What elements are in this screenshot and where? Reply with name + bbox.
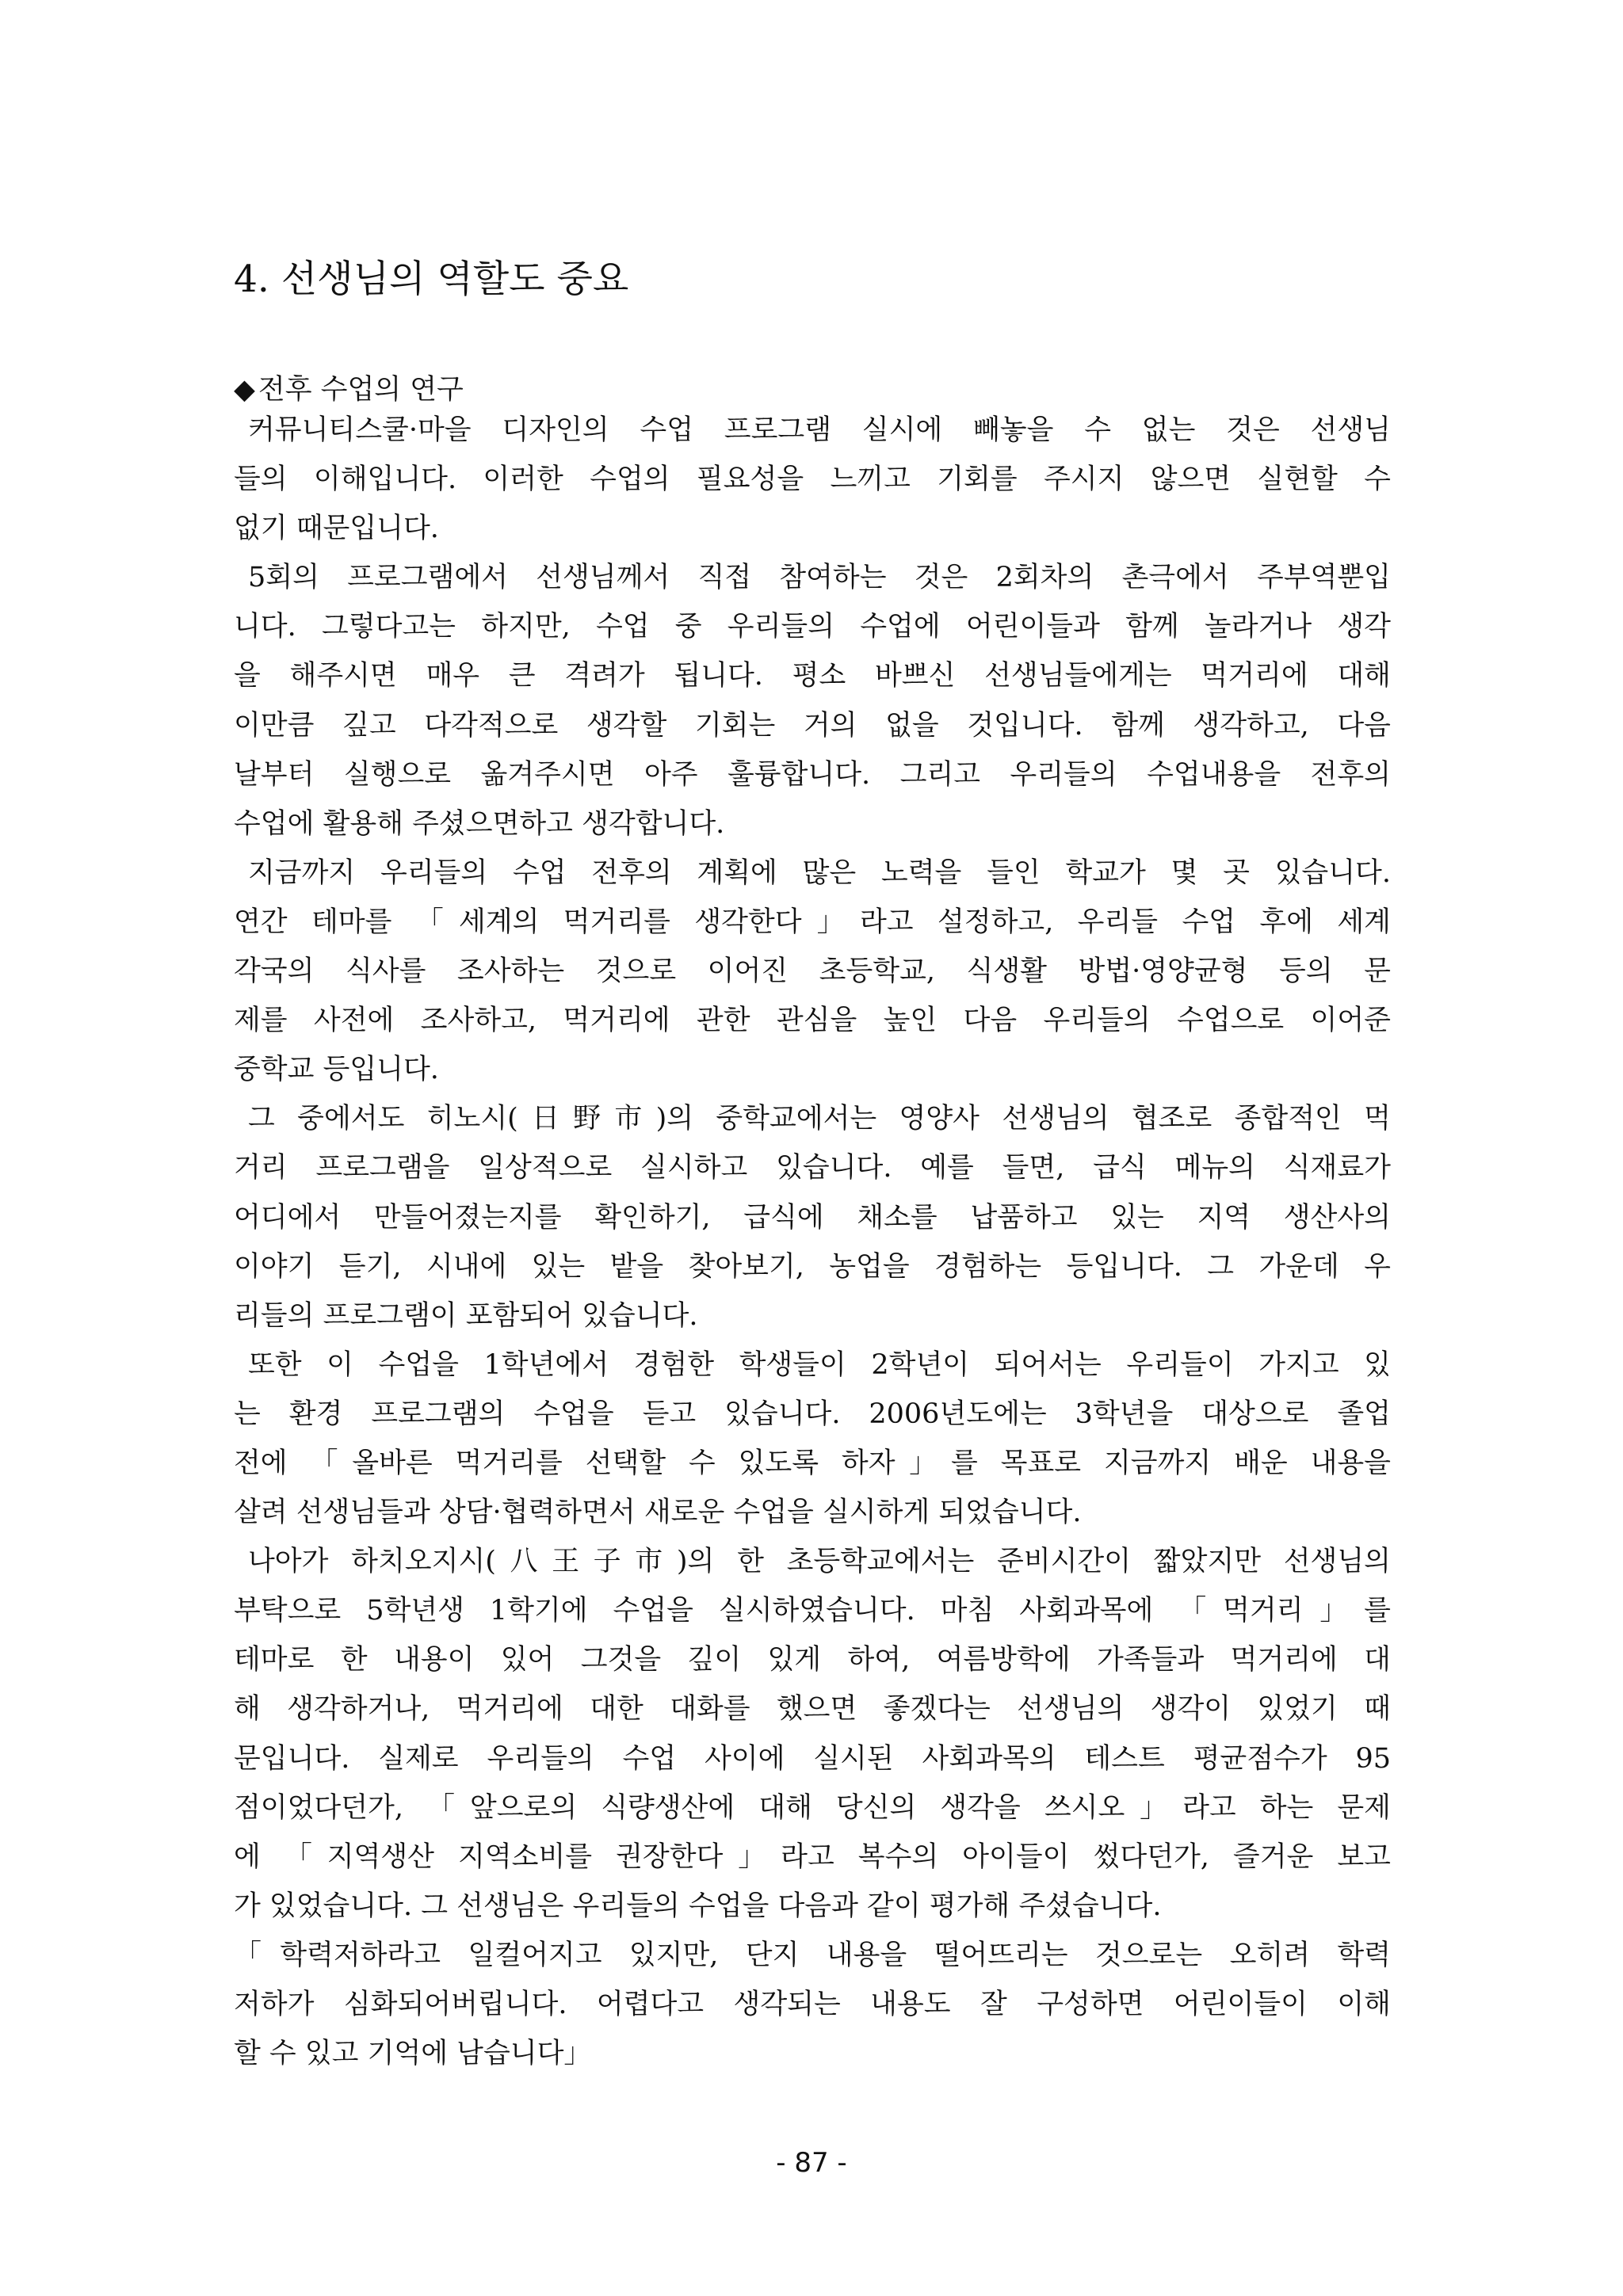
text-line: 저하가 심화되어버립니다. 어렵다고 생각되는 내용도 잘 구성하면 어린이들이 이해 [234,1989,1391,2020]
text-line: 리들의 프로그램이 포함되어 있습니다. [234,1299,698,1332]
section-heading [234,372,464,409]
text-line: 테마로 한 내용이 있어 그것을 깊이 있게 하여, 여름방학에 가족들과 먹거리에 대 [234,1644,1391,1676]
text-line: 없기 때문입니다. [234,513,439,545]
text-line: 커뮤니티스쿨·마을 디자인의 수업 프로그램 실시에 빼놓을 수 없는 것은 선생님 [248,414,1391,446]
text-line: 가 있었습니다. 그 선생님은 우리들의 수업을 다음과 같이 평가해 주셨습니다. [234,1890,1162,1922]
text-line: 들의 이해입니다. 이러한 수업의 필요성을 느끼고 기회를 주시지 않으면 실현할 수 [234,463,1391,496]
text-line: 거리 프로그램을 일상적으로 실시하고 있습니다. 예를 들면, 급식 메뉴의 식재료가 [234,1152,1391,1184]
text-line: 이만큼 깊고 다각적으로 생각할 기회는 거의 없을 것입니다. 함께 생각하고, 다음 [234,709,1391,742]
text-line: 또한 이 수업을 1학년에서 경험한 학생들이 2학년이 되어서는 우리들이 가지고 있 [248,1348,1391,1381]
text-line: 연간 테마를 「세계의 먹거리를 생각한다」라고 설정하고, 우리들 수업 후에 세계 [234,906,1391,938]
text-line: 에 「지역생산 지역소비를 권장한다」라고 복수의 아이들이 썼다던가, 즐거운 보고 [234,1840,1391,1873]
text-line: 해 생각하거나, 먹거리에 대한 대화를 했으면 좋겠다는 선생님의 생각이 있었기 때 [234,1693,1391,1726]
text-line: 부탁으로 5학년생 1학기에 수업을 실시하였습니다. 마침 사회과목에 「먹거리」를 [234,1595,1391,1627]
text-line: 수업에 활용해 주셨으면하고 생각합니다. [234,807,725,840]
text-line: 을 해주시면 매우 큰 격려가 됩니다. 평소 바쁘신 선생님들에게는 먹거리에 대해 [234,660,1391,692]
text-line: 5회의 프로그램에서 선생님께서 직접 참여하는 것은 2회차의 촌극에서 주부역뿐입 [248,562,1391,594]
text-line: 제를 사전에 조사하고, 먹거리에 관한 관심을 높인 다음 우리들의 수업으로 이어준 [234,1005,1391,1037]
text-line: 니다. 그렇다고는 하지만, 수업 중 우리들의 수업에 어린이들과 함께 놀라거나 생각 [234,611,1391,643]
text-line: 그 중에서도 히노시(日野市)의 중학교에서는 영양사 선생님의 협조로 종합적인 먹 [248,1103,1391,1135]
page-title: 4. 선생님의 역할도 중요 [234,257,629,301]
body-text [234,406,1391,2078]
section-heading-text: 전후 수업의 연구 [258,374,464,406]
text-line: 전에 「올바른 먹거리를 선택할 수 있도록 하자」를 목표로 지금까지 배운 내용을 [234,1447,1391,1479]
text-line: 할 수 있고 기억에 남습니다」 [234,2038,592,2070]
text-line: 중학교 등입니다. [234,1054,439,1086]
text-line: 는 환경 프로그램의 수업을 듣고 있습니다. 2006년도에는 3학년을 대상으로 졸업 [234,1398,1391,1430]
text-line: 살려 선생님들과 상담·협력하면서 새로운 수업을 실시하게 되었습니다. [234,1497,1082,1529]
text-line: 문입니다. 실제로 우리들의 수업 사이에 실시된 사회과목의 테스트 평균점수가 95 [234,1742,1391,1775]
text-line: 날부터 실행으로 옮겨주시면 아주 훌륭합니다. 그리고 우리들의 수업내용을 전후의 [234,758,1391,791]
text-line: 점이었다던가, 「앞으로의 식량생산에 대해 당신의 생각을 쓰시오」라고 하는 문제 [234,1791,1391,1824]
diamond-bullet-icon: ◆ [234,374,255,406]
text-line: 「학력저하라고 일컬어지고 있지만, 단지 내용을 떨어뜨리는 것으로는 오히려 학력 [234,1939,1391,1971]
text-line: 이야기 듣기, 시내에 있는 밭을 찾아보기, 농업을 경험하는 등입니다. 그 가운데 우 [234,1250,1391,1283]
text-line: 각국의 식사를 조사하는 것으로 이어진 초등학교, 식생활 방법·영양균형 등의 문 [234,955,1391,988]
text-line: 지금까지 우리들의 수업 전후의 계획에 많은 노력을 들인 학교가 몇 곳 있습니다. [248,856,1391,889]
page-number: - 87 - [776,2147,847,2179]
text-line: 어디에서 만들어졌는지를 확인하기, 급식에 채소를 납품하고 있는 지역 생산사의 [234,1201,1391,1234]
text-line: 나아가 하치오지시(八王子市)의 한 초등학교에서는 준비시간이 짧았지만 선생님의 [248,1546,1391,1578]
